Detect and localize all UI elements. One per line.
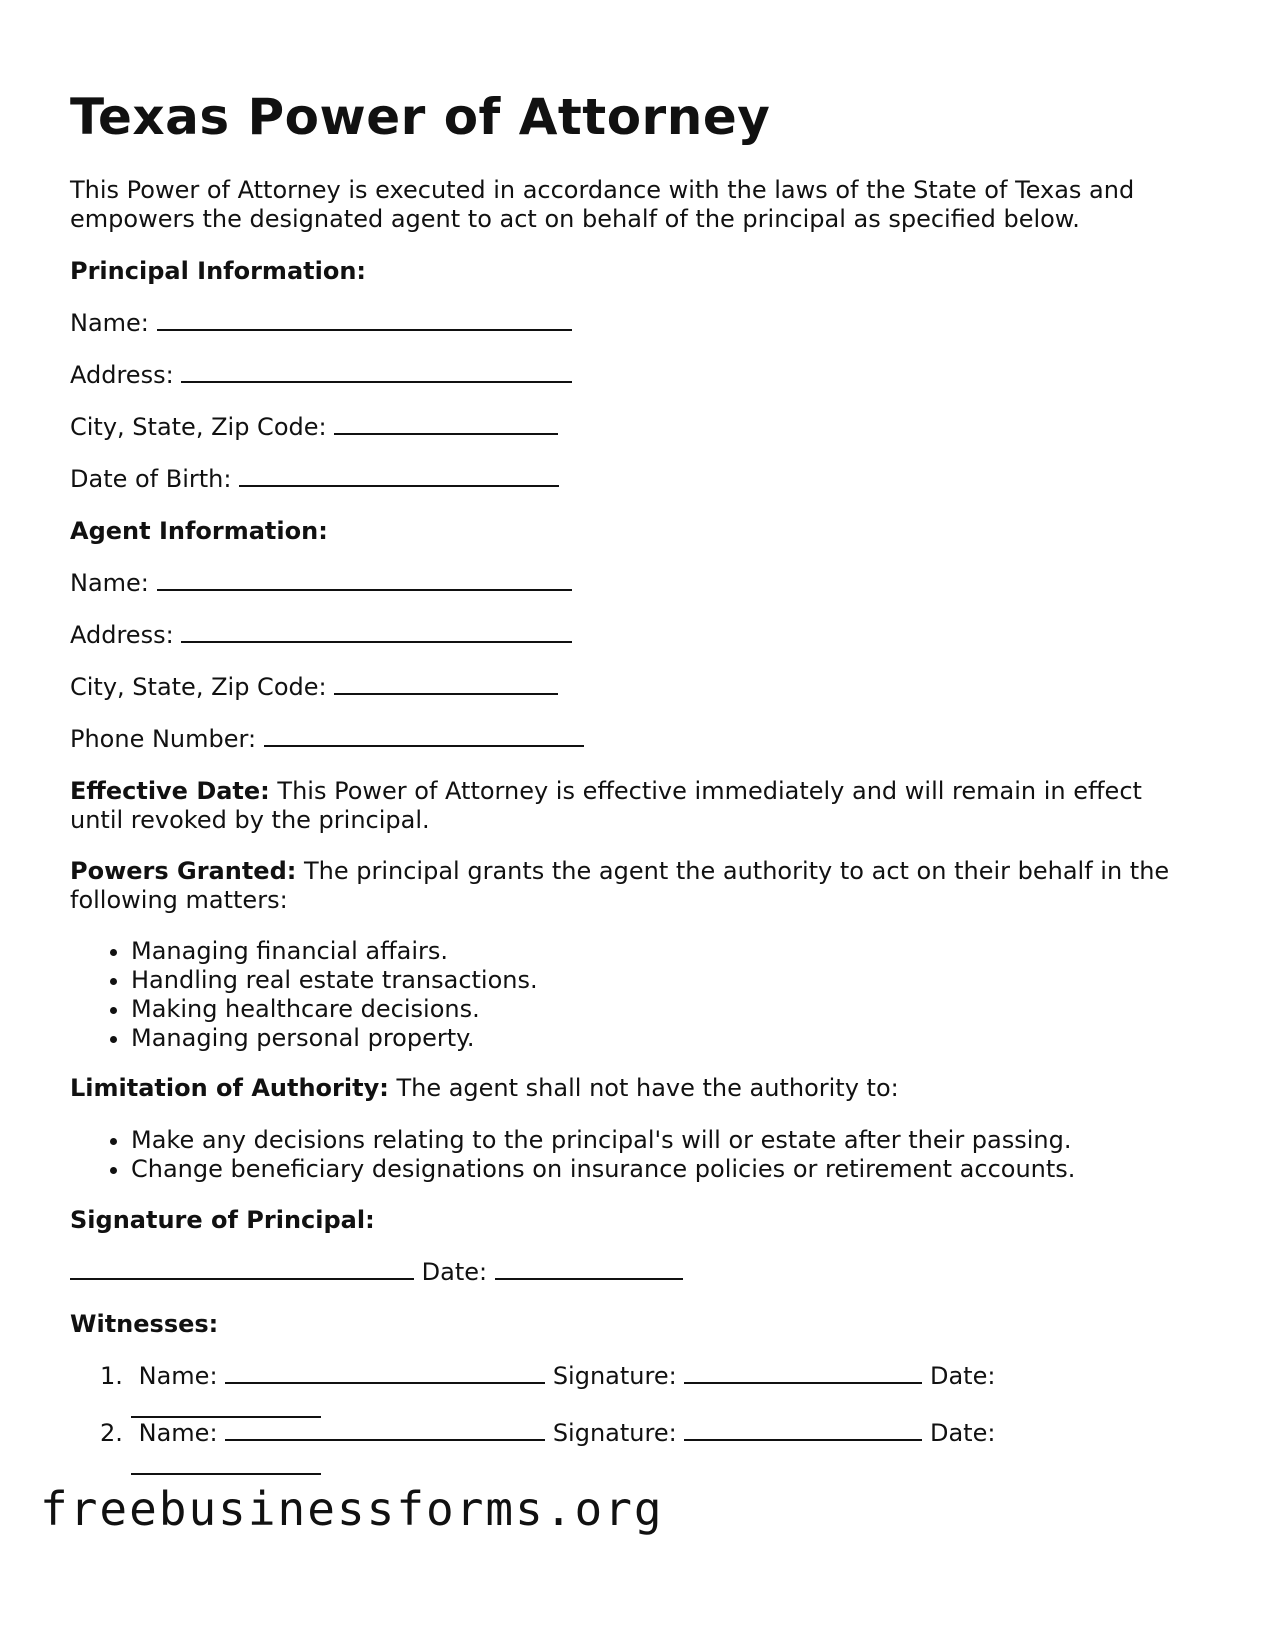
- witness-number: 2.: [100, 1419, 123, 1447]
- limitation-list: [70, 1126, 1075, 1184]
- witness-number: 1.: [100, 1362, 123, 1390]
- list-item: • Make any decisions relating to the principal's will or estate after their passing.: [131, 1126, 1075, 1155]
- list-item: • Managing financial affairs.: [131, 937, 538, 966]
- principal-signature-field[interactable]: [70, 1258, 414, 1280]
- witness-signature-label: Signature:: [552, 1419, 677, 1447]
- powers-granted-text: The principal grants the agent the authority to act on their behalf in the following matters:: [70, 857, 1170, 914]
- principal-address-field[interactable]: [181, 361, 572, 383]
- powers-granted-paragraph: [70, 857, 1200, 915]
- principal-city-label: City, State, Zip Code:: [70, 413, 327, 441]
- agent-city-line: [70, 673, 558, 702]
- witnesses-heading: Witnesses:: [70, 1310, 219, 1338]
- principal-name-field[interactable]: [157, 309, 572, 331]
- list-item: • Making healthcare decisions.: [131, 995, 538, 1024]
- agent-name-line: [70, 569, 572, 598]
- witness-signature-field[interactable]: [684, 1419, 922, 1441]
- signature-heading: Signature of Principal:: [70, 1206, 375, 1234]
- agent-heading: Agent Information:: [70, 517, 328, 545]
- witness-date-label: Date:: [929, 1362, 996, 1390]
- intro-paragraph: This Power of Attorney is executed in accordance with the laws of the State of Texas and empowers the designated agent to act on behalf of the principal as specified below.: [70, 176, 1135, 233]
- limitation-text: The agent shall not have the authority to:: [388, 1074, 899, 1102]
- witness-row-1: [100, 1362, 995, 1391]
- witness-date-field[interactable]: [131, 1396, 321, 1418]
- agent-address-label: Address:: [70, 621, 174, 649]
- witness-name-label: Name:: [138, 1419, 218, 1447]
- principal-city-field[interactable]: [334, 413, 558, 435]
- witness-date-field[interactable]: [131, 1453, 321, 1475]
- witness-row-2: [100, 1419, 995, 1448]
- effective-date-paragraph: [70, 777, 1200, 835]
- list-item: • Change beneficiary designations on insurance policies or retirement accounts.: [131, 1155, 1075, 1184]
- list-item: • Handling real estate transactions.: [131, 966, 538, 995]
- principal-dob-line: [70, 465, 559, 494]
- powers-granted-label: Powers Granted:: [70, 857, 297, 885]
- signature-line: [70, 1258, 683, 1287]
- limitation-label: Limitation of Authority:: [70, 1074, 389, 1102]
- agent-city-field[interactable]: [334, 673, 558, 695]
- effective-date-label: Effective Date:: [70, 777, 270, 805]
- principal-name-line: [70, 309, 572, 338]
- agent-phone-line: [70, 725, 584, 754]
- powers-list: [70, 937, 538, 1053]
- agent-name-field[interactable]: [157, 569, 572, 591]
- principal-dob-label: Date of Birth:: [70, 465, 232, 493]
- signature-date-label: Date:: [421, 1258, 488, 1286]
- signature-date-field[interactable]: [495, 1258, 683, 1280]
- agent-city-label: City, State, Zip Code:: [70, 673, 327, 701]
- principal-address-line: [70, 361, 572, 390]
- principal-address-label: Address:: [70, 361, 174, 389]
- agent-phone-field[interactable]: [264, 725, 584, 747]
- limitation-paragraph: [70, 1074, 899, 1103]
- witness-name-label: Name:: [138, 1362, 218, 1390]
- witness-name-field[interactable]: [225, 1362, 545, 1384]
- agent-name-label: Name:: [70, 569, 149, 597]
- witness-name-field[interactable]: [225, 1419, 545, 1441]
- list-item: • Managing personal property.: [131, 1024, 538, 1053]
- principal-heading: Principal Information:: [70, 257, 367, 285]
- agent-address-line: [70, 621, 572, 650]
- principal-dob-field[interactable]: [239, 465, 559, 487]
- principal-name-label: Name:: [70, 309, 149, 337]
- witness-signature-field[interactable]: [684, 1362, 922, 1384]
- witness-date-label: Date:: [929, 1419, 996, 1447]
- agent-address-field[interactable]: [181, 621, 572, 643]
- principal-city-line: [70, 413, 558, 442]
- effective-date-text: This Power of Attorney is effective immediately and will remain in effect until revoked by the principal.: [70, 777, 1142, 834]
- document-title: Texas Power of Attorney: [70, 88, 771, 146]
- witness-signature-label: Signature:: [552, 1362, 677, 1390]
- agent-phone-label: Phone Number:: [70, 725, 257, 753]
- watermark-text: freebusinessforms.org: [40, 1482, 664, 1536]
